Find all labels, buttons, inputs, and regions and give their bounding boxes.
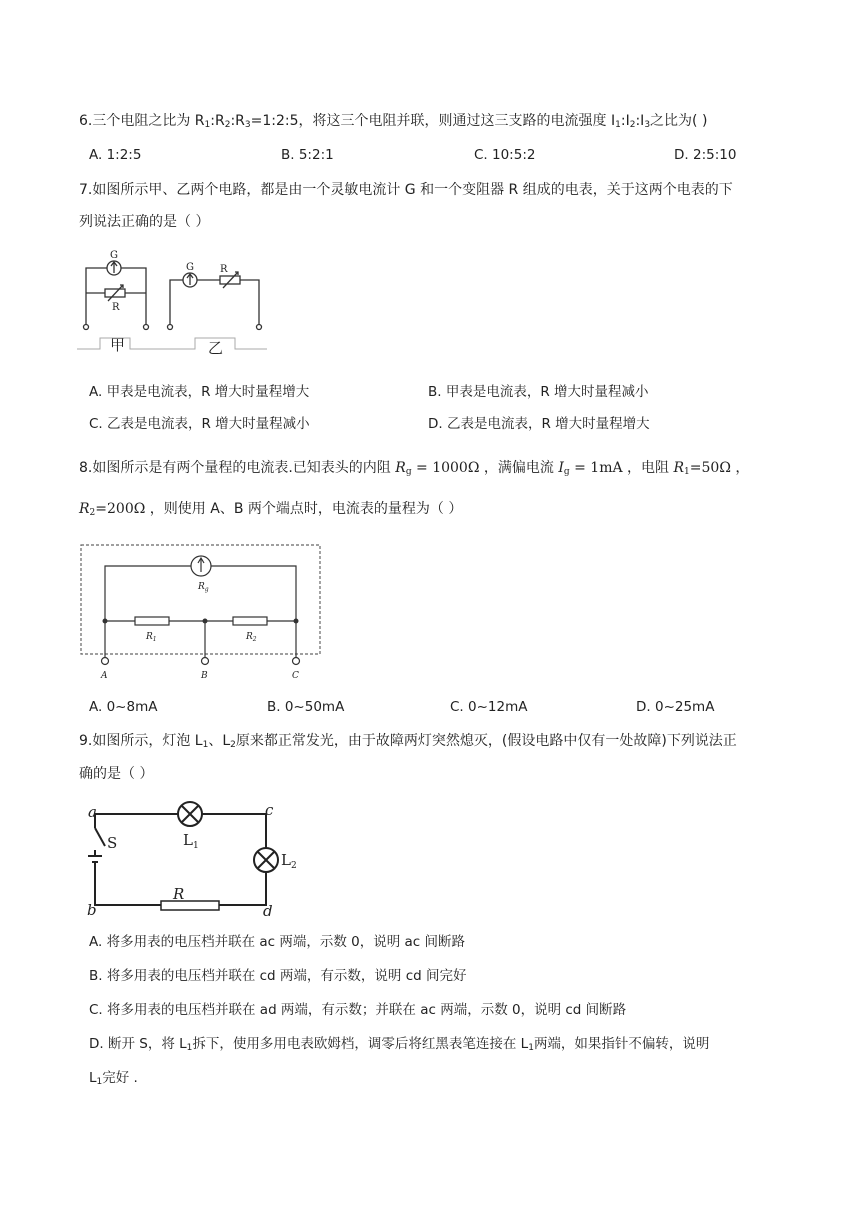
q9-lamp2-label: $L_2$	[281, 851, 297, 871]
q8-option-a: A. 0~8mA	[89, 699, 158, 715]
q9-figure	[85, 798, 305, 920]
q7-r-label-jia: R	[112, 302, 120, 313]
q9-resistor-label: R	[173, 885, 185, 903]
q9-option-d-line2: $L_1$完好 .	[89, 1070, 138, 1087]
q8-r2-label: $R_2$	[246, 632, 257, 643]
q7-r-label-yi: R	[220, 264, 228, 275]
q9-option-a: A. 将多用表的电压档并联在 ac 两端，示数 0，说明 ac 间断路	[89, 934, 466, 950]
q7-jia-label: 甲	[110, 336, 126, 354]
q7-figure	[75, 250, 275, 368]
q7-option-d: D. 乙表是电流表，R 增大时量程增大	[428, 416, 650, 432]
q8-stem-line2: $R_2=200\Omega$ ，则使用 A、B 两个端点时，电流表的量程为（ ）	[79, 501, 463, 518]
q9-stem-line1: 9.如图所示，灯泡 $L_1$、$L_2$原来都正常发光，由于故障两灯突然熄灭，(假设电路中仅有一处故障)下列说法正	[79, 733, 737, 750]
q9-lamp1-label: $L_1$	[183, 831, 199, 851]
q7-g-label-jia: G	[110, 250, 118, 261]
q7-option-a: A. 甲表是电流表，R 增大时量程增大	[89, 384, 310, 400]
q9-switch-label: S	[107, 834, 118, 852]
q7-yi-label: 乙	[208, 339, 224, 357]
q6-stem: 6.三个电阻之比为 $R_1:R_2:R_3=1:2:5$，将这三个电阻并联，则通过这三支路的电流强度 $I_1:I_2:I_3$之比为( )	[79, 113, 708, 130]
q9-option-c: C. 将多用表的电压档并联在 ad 两端，有示数；并联在 ac 两端，示数 0，说明 cd 间断路	[89, 1002, 627, 1018]
q8-option-d: D. 0~25mA	[636, 699, 715, 715]
q8-stem-line1: 8.如图所示是有两个量程的电流表.已知表头的内阻 $R_g = 1000\Omega$ ，满偏电流 $I_g = 1mA$ ，电阻 $R_1=50\Omega$ ，	[79, 460, 750, 477]
q8-terminal-c: C	[292, 671, 299, 681]
q8-option-c: C. 0~12mA	[450, 699, 528, 715]
q6-option-c: C. 10:5:2	[474, 147, 536, 163]
q7-stem-line1: 7.如图所示甲、乙两个电路，都是由一个灵敏电流计 G 和一个变阻器 R 组成的电表，关于这两个电表的下	[79, 182, 733, 198]
q9-node-a: a	[88, 803, 97, 821]
q8-figure	[80, 544, 322, 682]
q9-stem-line2: 确的是（ ）	[79, 766, 154, 782]
q7-g-label-yi: G	[186, 262, 194, 273]
q8-terminal-a: A	[101, 671, 108, 681]
q8-r1-label: $R_1$	[146, 632, 157, 643]
q8-terminal-b: B	[201, 671, 208, 681]
q9-option-b: B. 将多用表的电压档并联在 cd 两端，有示数，说明 cd 间完好	[89, 968, 467, 984]
q9-option-d-line1: D. 断开 S，将 $L_1$拆下，使用多用电表欧姆档，调零后将红黑表笔连接在 $L_1$两端，如果指针不偏转，说明	[89, 1036, 710, 1053]
q9-node-d: d	[263, 902, 273, 920]
q6-option-b: B. 5:2:1	[281, 147, 334, 163]
q8-rg-label: $R_g$	[198, 582, 209, 593]
q6-option-d: D. 2:5:10	[674, 147, 737, 163]
q7-option-c: C. 乙表是电流表，R 增大时量程减小	[89, 416, 310, 432]
q7-stem-line2: 列说法正确的是（ ）	[79, 214, 210, 230]
q9-node-b: b	[87, 901, 97, 919]
q9-node-c: c	[265, 801, 274, 819]
q7-option-b: B. 甲表是电流表，R 增大时量程减小	[428, 384, 649, 400]
q8-option-b: B. 0~50mA	[267, 699, 345, 715]
q6-option-a: A. 1:2:5	[89, 147, 142, 163]
